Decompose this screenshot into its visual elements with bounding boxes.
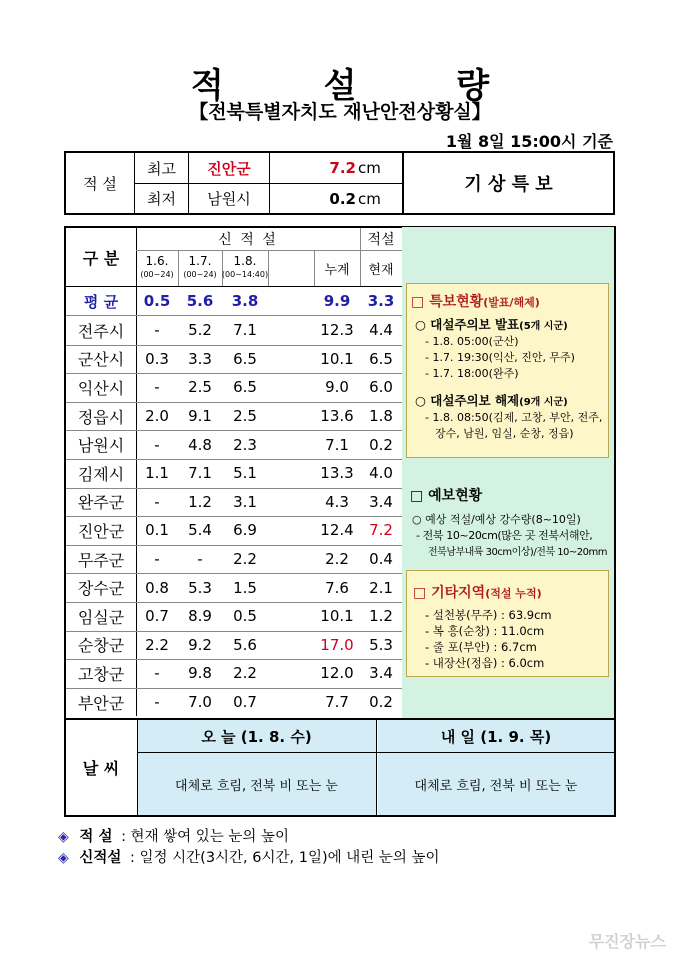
table-cell: 3.1 xyxy=(233,492,257,511)
table-cell: 7.2 xyxy=(369,521,393,540)
table-cell: - xyxy=(154,321,160,340)
average-d7: 5.6 xyxy=(186,292,214,310)
average-cumulative: 9.9 xyxy=(323,292,351,310)
table-cell: 6.5 xyxy=(233,349,257,368)
average-current: 3.3 xyxy=(367,292,395,310)
row-region-name: 전주시 xyxy=(77,321,125,341)
advisory-issued-title: ○ 대설주의보 발표(5개 시군) xyxy=(415,317,568,332)
table-cell: 0.2 xyxy=(369,435,393,454)
max-region: 진안군 xyxy=(207,159,251,178)
min-unit: cm xyxy=(358,189,381,208)
max-label: 최고 xyxy=(147,159,176,178)
table-cell: 1.1 xyxy=(145,464,169,483)
list-item: - 복 흥(순창) : 11.0cm xyxy=(425,624,545,638)
table-cell: 6.0 xyxy=(369,378,393,397)
table-cell: 9.8 xyxy=(188,664,212,683)
diamond-icon: ◈ xyxy=(58,850,69,866)
table-cell: 7.1 xyxy=(188,464,212,483)
table-cell: 4.3 xyxy=(325,492,349,511)
average-label: 평 균 xyxy=(83,292,119,311)
table-cell: 3.4 xyxy=(369,664,393,683)
list-item: - 줄 포(부안) : 6.7cm xyxy=(425,640,537,654)
row-region-name: 고창군 xyxy=(77,664,125,684)
row-region-name: 익산시 xyxy=(77,378,125,398)
list-item: - 1.8. 05:00(군산) xyxy=(425,335,519,348)
table-cell: 1.2 xyxy=(369,607,393,626)
row-region-name: 순창군 xyxy=(77,636,125,656)
table-cell: 17.0 xyxy=(320,635,354,654)
other-region-box xyxy=(406,570,609,677)
advisory-lifted-title: ○ 대설주의보 해제(9개 시군) xyxy=(415,393,568,408)
table-cell: 10.1 xyxy=(320,607,354,626)
table-cell: 4.0 xyxy=(369,464,393,483)
tomorrow-header: 내 일 (1. 9. 목) xyxy=(440,727,552,746)
table-cell: 13.3 xyxy=(320,464,354,483)
table-cell: 2.5 xyxy=(188,378,212,397)
date-header: 1.7. (00~24) xyxy=(183,254,217,279)
table-cell: 0.4 xyxy=(369,550,393,569)
table-cell: 12.4 xyxy=(320,521,354,540)
cumulative-header: 누계 xyxy=(324,262,350,278)
table-cell: 7.1 xyxy=(233,321,257,340)
list-item: ○ 예상 적설/예상 강수량(8~10일) xyxy=(412,513,581,526)
date-header: 1.6. (00~24) xyxy=(140,254,174,279)
list-item: 장수, 남원, 임실, 순창, 정읍) xyxy=(435,427,574,440)
table-cell: 2.2 xyxy=(325,550,349,569)
min-value: 0.2 xyxy=(329,189,356,208)
table-cell: 9.2 xyxy=(188,635,212,654)
special-report-box xyxy=(406,283,609,458)
table-cell: 13.6 xyxy=(320,407,354,426)
table-cell: 4.4 xyxy=(369,321,393,340)
table-cell: 5.1 xyxy=(233,464,257,483)
table-cell: 10.1 xyxy=(320,349,354,368)
table-cell: 3.4 xyxy=(369,492,393,511)
table-cell: - xyxy=(154,378,160,397)
today-weather: 대체로 흐림, 전북 비 또는 눈 xyxy=(175,778,338,794)
row-region-name: 정읍시 xyxy=(77,407,125,427)
weather-section xyxy=(64,720,616,817)
table-cell: 7.6 xyxy=(325,578,349,597)
list-item: - 1.7. 18:00(완주) xyxy=(425,367,519,380)
table-cell: 0.5 xyxy=(233,607,257,626)
table-cell: 7.7 xyxy=(325,693,349,712)
row-region-name: 진안군 xyxy=(77,521,125,541)
row-region-name: 무주군 xyxy=(77,550,125,570)
table-cell: - xyxy=(154,693,160,712)
table-cell: 9.1 xyxy=(188,407,212,426)
table-cell: 1.8 xyxy=(369,407,393,426)
table-cell: 12.3 xyxy=(320,321,354,340)
table-cell: 2.2 xyxy=(233,664,257,683)
table-cell: 2.5 xyxy=(233,407,257,426)
special-report-title: □ 특보현황(발표/해제) xyxy=(411,294,540,310)
summary-box xyxy=(64,151,615,215)
row-region-name: 남원시 xyxy=(77,436,125,456)
row-region-name: 임실군 xyxy=(77,607,125,627)
list-item: 전북남부내륙 30cm이상)/전북 10~20mm xyxy=(428,547,608,558)
table-cell: 0.2 xyxy=(369,693,393,712)
weather-label: 날 씨 xyxy=(82,759,120,778)
table-cell: 7.0 xyxy=(188,693,212,712)
table-cell: - xyxy=(154,492,160,511)
date-header: 1.8. (00~14:40) xyxy=(221,254,269,279)
list-item: - 내장산(정읍) : 6.0cm xyxy=(425,656,545,670)
row-region-name: 장수군 xyxy=(77,579,125,599)
table-cell: 6.5 xyxy=(233,378,257,397)
max-value: 7.2 xyxy=(329,159,356,177)
table-cell: 8.9 xyxy=(188,607,212,626)
row-region-name: 군산시 xyxy=(77,350,125,370)
table-cell: 0.1 xyxy=(145,521,169,540)
table-cell: 5.3 xyxy=(369,635,393,654)
reference-datetime: 1월 8일 15:00시 기준 xyxy=(445,132,613,151)
table-cell: 1.5 xyxy=(233,578,257,597)
table-cell: - xyxy=(154,664,160,683)
row-region-name: 김제시 xyxy=(77,464,125,484)
table-cell: 12.0 xyxy=(320,664,354,683)
page-subtitle: 【전북특별자치도 재난안전상황실】 xyxy=(189,101,491,123)
note-item: ◈ 신적설 : 일정 시간(3시간, 6시간, 1일)에 내린 눈의 높이 xyxy=(58,850,440,866)
table-cell: 5.6 xyxy=(233,635,257,654)
min-region: 남원시 xyxy=(207,190,251,208)
table-cell: 9.0 xyxy=(325,378,349,397)
average-d8: 3.8 xyxy=(231,292,259,310)
watermark-logo: 무진장뉴스 xyxy=(588,932,666,951)
table-cell: 1.2 xyxy=(188,492,212,511)
tomorrow-weather: 대체로 흐림, 전북 비 또는 눈 xyxy=(414,778,578,794)
list-item: - 1.8. 08:50(김제, 고창, 부안, 전주, xyxy=(425,411,603,424)
list-item: - 전북 10~20cm(많은 곳 전북서해안, xyxy=(416,529,593,542)
forecast-title: □ 예보현황 xyxy=(410,488,483,504)
table-cell: 0.7 xyxy=(145,607,169,626)
list-item: - 1.7. 19:30(익산, 진안, 무주) xyxy=(425,351,575,364)
special-report-label: 기 상 특 보 xyxy=(464,174,553,195)
diamond-icon: ◈ xyxy=(58,829,69,845)
snow-header: 적설 xyxy=(367,232,395,248)
info-panel xyxy=(402,227,614,718)
row-region-name: 완주군 xyxy=(77,493,125,513)
table-cell: 2.1 xyxy=(369,578,393,597)
table-cell: - xyxy=(197,550,203,569)
max-unit: cm xyxy=(358,159,381,177)
other-region-title: □ 기타지역(적설 누적) xyxy=(413,585,542,601)
page-title: 적 설 량 xyxy=(190,66,534,106)
table-cell: 7.1 xyxy=(325,435,349,454)
note-item: ◈ 적 설 : 현재 쌓여 있는 눈의 높이 xyxy=(58,829,290,845)
new-snow-header: 신 적 설 xyxy=(218,232,278,248)
min-label: 최저 xyxy=(147,190,176,208)
table-cell: 4.8 xyxy=(188,435,212,454)
summary-label: 적 설 xyxy=(83,174,117,193)
table-cell: 3.3 xyxy=(188,349,212,368)
table-cell: 5.3 xyxy=(188,578,212,597)
table-cell: 2.2 xyxy=(233,550,257,569)
table-cell: 6.9 xyxy=(233,521,257,540)
table-cell: 5.4 xyxy=(188,521,212,540)
row-region-name: 부안군 xyxy=(77,693,125,713)
col-group-header: 구 분 xyxy=(82,248,120,268)
current-header: 현재 xyxy=(368,262,394,278)
table-cell: 2.0 xyxy=(145,407,169,426)
table-cell: 0.8 xyxy=(145,578,169,597)
average-d6: 0.5 xyxy=(143,292,171,310)
today-header: 오 늘 (1. 8. 수) xyxy=(201,727,312,746)
list-item: - 설천봉(무주) : 63.9cm xyxy=(425,608,552,622)
table-cell: 2.3 xyxy=(233,435,257,454)
table-cell: - xyxy=(154,435,160,454)
table-cell: 5.2 xyxy=(188,321,212,340)
table-cell: 6.5 xyxy=(369,349,393,368)
table-cell: 0.3 xyxy=(145,349,169,368)
table-cell: - xyxy=(154,550,160,569)
table-cell: 0.7 xyxy=(233,693,257,712)
table-cell: 2.2 xyxy=(145,635,169,654)
